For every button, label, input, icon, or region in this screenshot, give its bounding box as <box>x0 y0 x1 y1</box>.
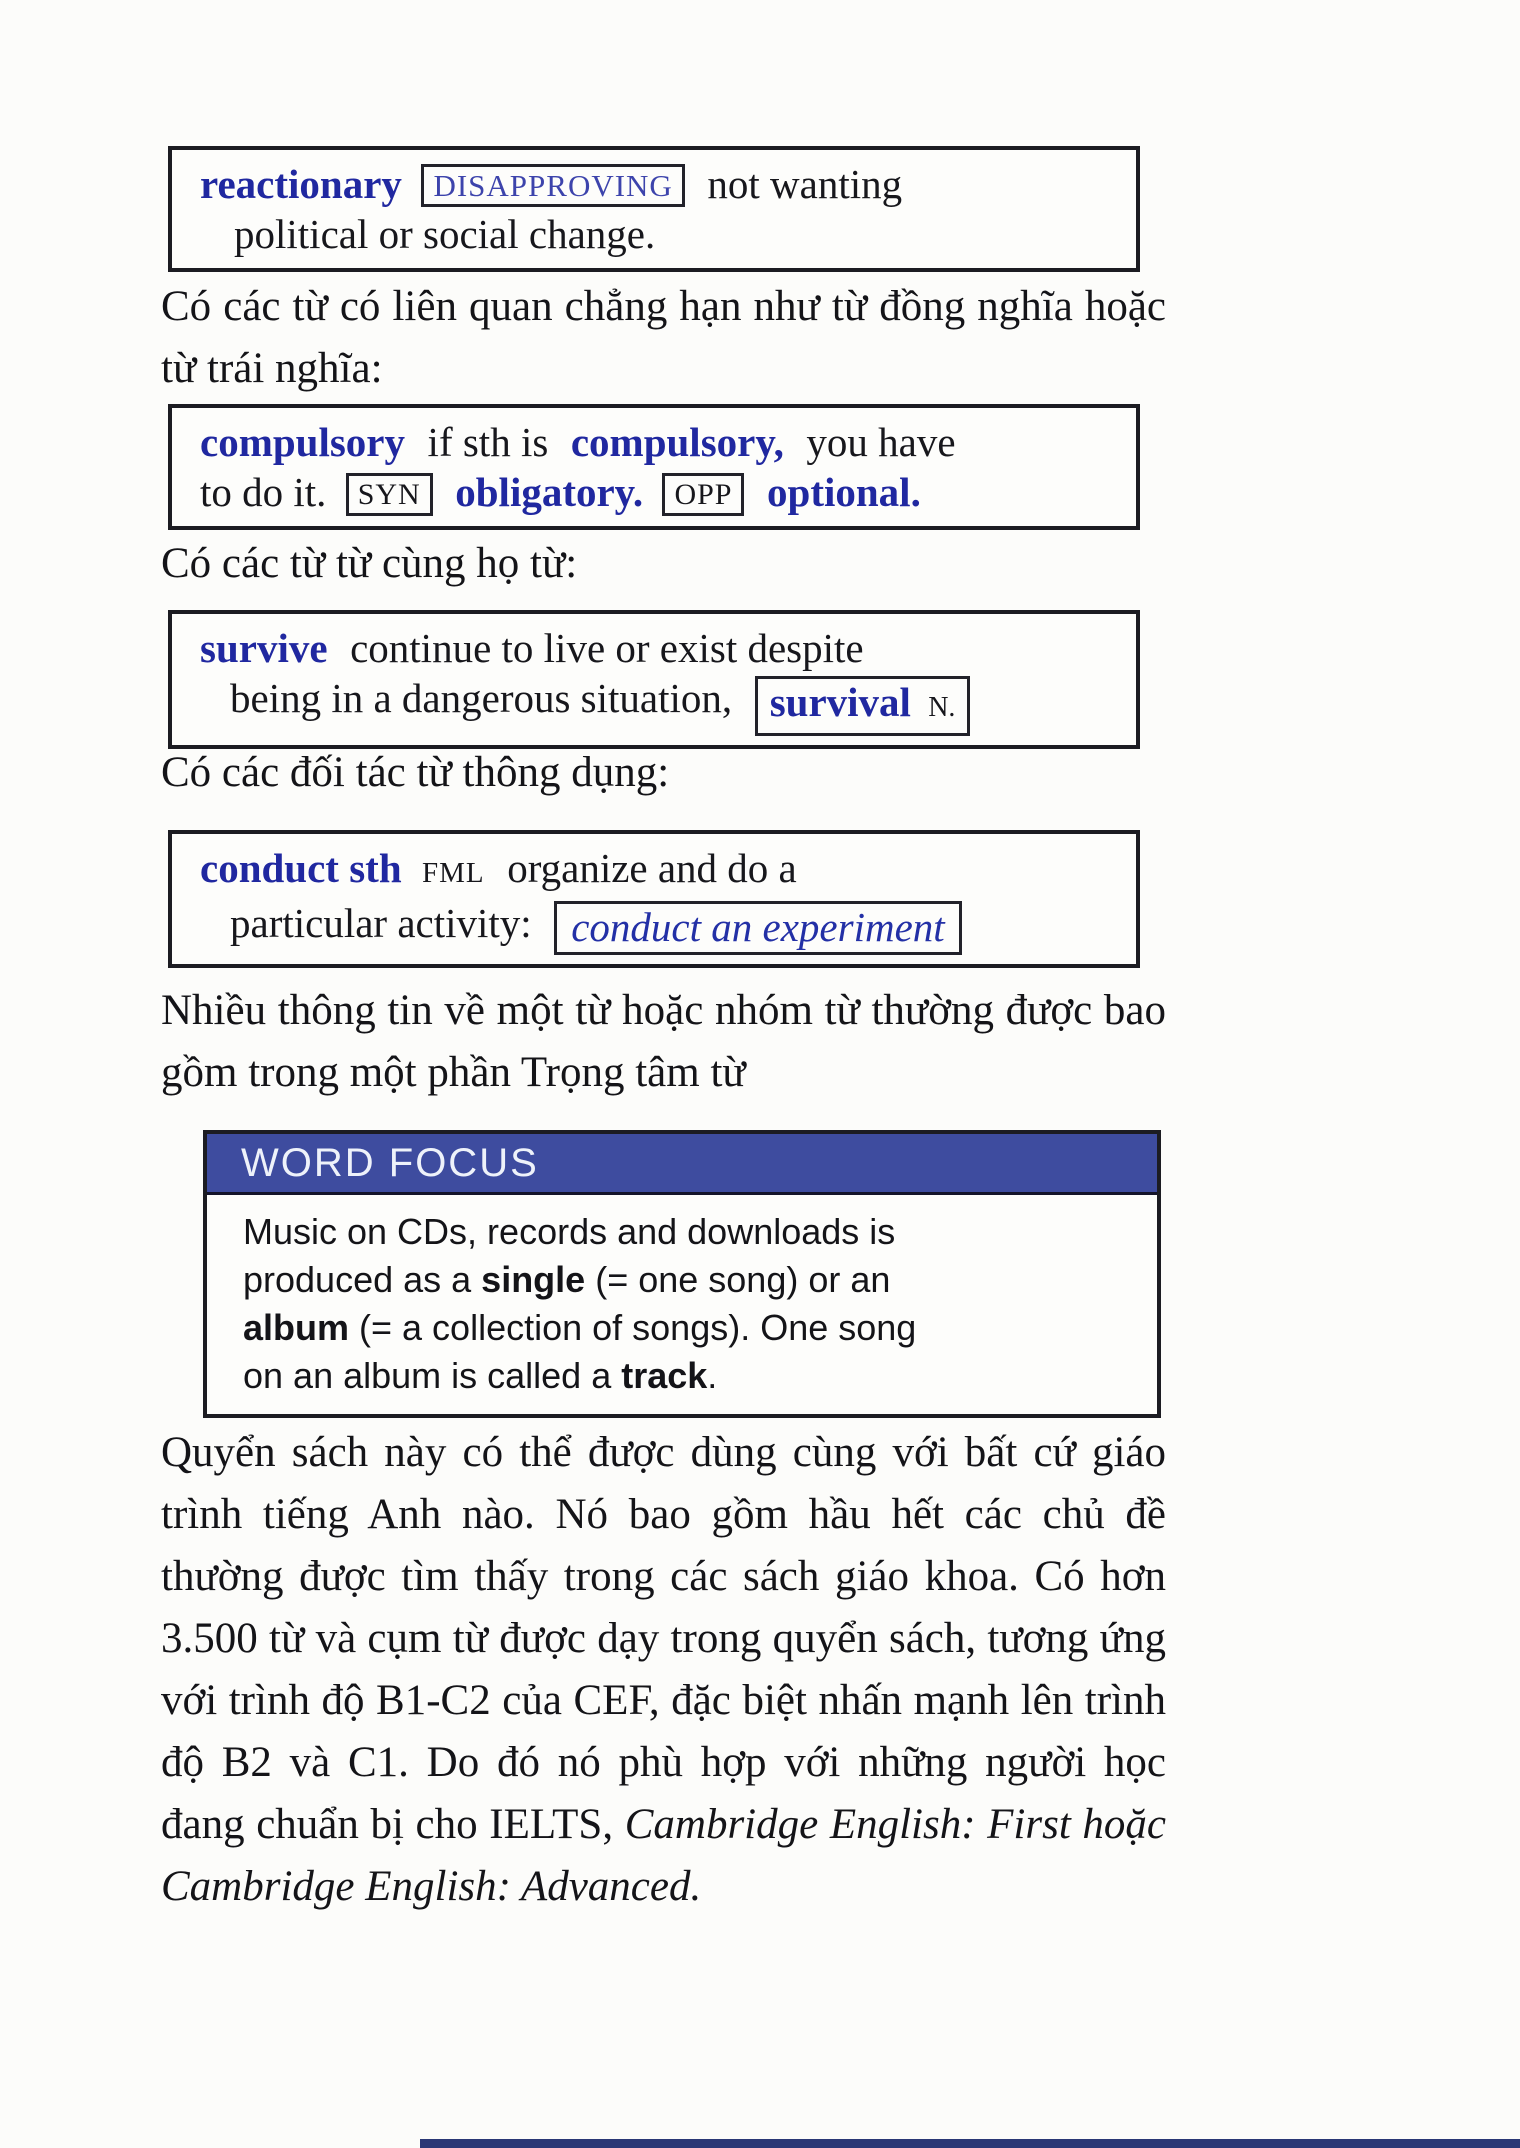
word-focus-text: produced as a <box>243 1259 482 1300</box>
entry-line <box>200 417 1120 467</box>
word-focus-line <box>243 1256 1137 1304</box>
body-paragraph-word-family <box>161 533 1166 595</box>
definition-text: if sth is <box>427 419 549 465</box>
paragraph-text: Nhiều thông tin về một từ hoặc nhóm từ thường được bao gồm trong một phần Trọng tâm từ <box>161 987 1166 1096</box>
entry-line <box>200 673 1120 736</box>
entry-line <box>200 623 1120 673</box>
word-focus-text: . <box>707 1355 718 1396</box>
keyword-album: album <box>243 1307 350 1348</box>
opposite-tag-box: OPP <box>662 473 744 516</box>
example-box: conduct an experiment <box>554 901 961 955</box>
entry-box-compulsory <box>168 404 1140 530</box>
paragraph-text: Có các từ từ cùng họ từ: <box>161 540 578 587</box>
headword: conduct sth <box>200 845 402 891</box>
derived-word: survival <box>769 679 911 725</box>
opposite-word: optional. <box>767 469 921 515</box>
definition-text: continue to live or exist despite <box>350 625 864 671</box>
entry-line <box>200 898 1120 955</box>
synonym-tag-box: SYN <box>346 473 433 516</box>
word-focus-text: (= a collection of songs). One song <box>349 1307 917 1348</box>
word-focus-body <box>207 1195 1157 1414</box>
entry-line <box>200 209 1120 259</box>
definition-text: you have <box>806 419 956 465</box>
synonym-word: obligatory. <box>455 469 644 515</box>
headword: compulsory <box>200 419 405 465</box>
definition-text: being in a dangerous situation, <box>230 675 733 721</box>
body-paragraph-related-words <box>161 276 1166 400</box>
body-paragraph-word-focus-intro <box>161 980 1166 1104</box>
entry-box-conduct <box>168 830 1140 968</box>
keyword-track: track <box>621 1355 708 1396</box>
definition-text: particular activity: <box>230 900 532 946</box>
definition-text: political or social change. <box>234 211 656 257</box>
headword: reactionary <box>200 161 402 207</box>
paragraph-text: Có các từ có liên quan chẳng hạn như từ đồng nghĩa hoặc từ trái nghĩa: <box>161 283 1166 392</box>
word-focus-title: WORD FOCUS <box>241 1141 539 1185</box>
word-focus-text: on an album is called a <box>243 1355 622 1396</box>
usage-label-box: DISAPPROVING <box>421 164 684 207</box>
definition-text: not wanting <box>707 161 903 207</box>
paragraph-text: Có các đối tác từ thông dụng: <box>161 749 670 796</box>
word-focus-box <box>203 1130 1161 1418</box>
definition-text: organize and do a <box>507 845 797 891</box>
word-focus-text: (= one song) or an <box>585 1259 891 1300</box>
word-focus-line <box>243 1352 1137 1400</box>
definition-text: to do it. <box>200 469 327 515</box>
body-paragraph-collocations <box>161 742 1166 804</box>
body-paragraph-closing <box>161 1422 1166 1918</box>
bottom-scan-bar <box>420 2139 1520 2148</box>
entry-line <box>200 843 1120 898</box>
paragraph-text: Quyển sách này có thể được dùng cùng với bất cứ giáo trình tiếng Anh nào. Nó bao gồm hầu hết các chủ đề thường được tìm thấy trong các sách giáo khoa. Có hơn 3.500 từ và cụm từ được dạy trong quyển sách, tương ứng với trình độ B1-C2 của CEF, đặc biệt nhấn mạnh lên trình độ B2 và C1. Do đó nó phù hợp với những người học đang chuẩn bị cho IELTS, <box>161 1429 1166 1848</box>
entry-line <box>200 467 1120 517</box>
entry-box-survive <box>168 610 1140 749</box>
word-focus-header <box>207 1134 1157 1195</box>
headword-repeat: compulsory, <box>570 419 784 465</box>
headword: survive <box>200 625 328 671</box>
part-of-speech: N. <box>928 692 956 723</box>
word-focus-line <box>243 1208 1137 1256</box>
register-label: FML <box>422 857 485 889</box>
keyword-single: single <box>481 1259 586 1300</box>
derived-word-box <box>755 676 971 736</box>
word-focus-line <box>243 1304 1137 1352</box>
word-focus-text: Music on CDs, records and downloads is <box>243 1211 896 1252</box>
entry-line <box>200 159 1120 209</box>
entry-box-reactionary <box>168 146 1140 272</box>
exam-names-italic: Cambridge English: First hoặc Cambridge English: Advanced. <box>161 1801 1166 1910</box>
